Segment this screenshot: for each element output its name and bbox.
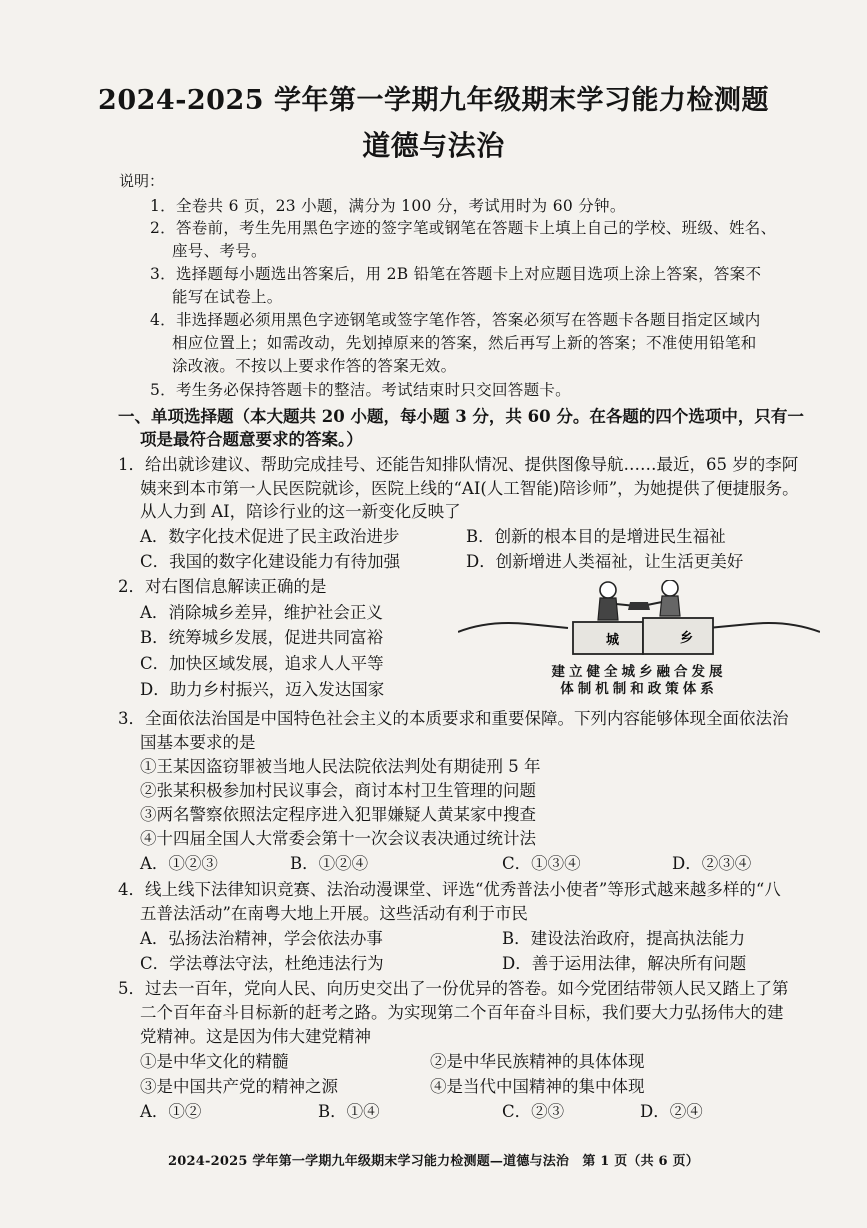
rural-label: 乡 bbox=[680, 631, 694, 646]
question-5-option-c: C．②③ bbox=[502, 1102, 565, 1121]
question-3-stem: 国基本要求的是 bbox=[140, 733, 256, 752]
question-1-stem: 姨来到本市第一人民医院就诊，医院上线的“AI(人工智能)陪诊师”，为她提供了便捷服务。 bbox=[140, 479, 799, 498]
notes-label: 说明： bbox=[119, 172, 165, 190]
question-3-stem: 3．全面依法治国是中国特色社会主义的本质要求和重要保障。下列内容能够体现全面依法治 bbox=[118, 709, 789, 728]
city-label: 城 bbox=[606, 633, 620, 648]
question-5-statement-2: ②是中华民族精神的具体体现 bbox=[430, 1052, 645, 1071]
question-3-statement: ①王某因盗窃罪被当地人民法院依法判处有期徒刑 5 年 bbox=[140, 757, 541, 776]
question-3-statement: ③两名警察依照法定程序进入犯罪嫌疑人黄某家中搜查 bbox=[140, 805, 536, 824]
question-3-option-a: A．①②③ bbox=[140, 854, 218, 873]
exam-subject: 道德与法治 bbox=[362, 129, 505, 162]
question-4-option-b: B．建设法治政府，提高执法能力 bbox=[502, 929, 746, 948]
note-line: 涂改液。不按以上要求作答的答案无效。 bbox=[172, 357, 457, 375]
question-5-statement-4: ④是当代中国精神的集中体现 bbox=[430, 1077, 645, 1096]
question-4-option-c: C．学法尊法守法，杜绝违法行为 bbox=[140, 954, 384, 973]
question-3-option-d: D．②③④ bbox=[672, 854, 752, 873]
note-line: 5．考生务必保持答题卡的整洁。考试结束时只交回答题卡。 bbox=[150, 381, 571, 399]
note-line: 座号、考号。 bbox=[172, 242, 267, 260]
illustration-caption-line1: 建立健全城乡融合发展 bbox=[551, 664, 727, 680]
note-line: 1．全卷共 6 页，23 小题，满分为 100 分，考试用时为 60 分钟。 bbox=[150, 197, 626, 215]
question-5-stem: 5．过去一百年，党向人民、向历史交出了一份优异的答卷。如今党团结带领人民又踏上了第 bbox=[118, 979, 789, 998]
question-1-stem: 从人力到 AI，陪诊行业的这一新变化反映了 bbox=[140, 502, 461, 521]
question-3-statement: ②张某积极参加村民议事会，商讨本村卫生管理的问题 bbox=[140, 781, 536, 800]
urban-rural-illustration bbox=[458, 580, 820, 697]
question-3-option-b: B．①②④ bbox=[290, 854, 369, 873]
question-5-stem: 党精神。这是因为伟大建党精神 bbox=[140, 1027, 371, 1046]
question-5-stem: 二个百年奋斗目标新的赶考之路。为实现第二个百年奋斗目标，我们要大力弘扬伟大的建 bbox=[140, 1003, 784, 1022]
question-4-option-a: A．弘扬法治精神，学会依法办事 bbox=[140, 929, 383, 948]
question-4-stem: 五普法活动”在南粤大地上开展。这些活动有利于市民 bbox=[140, 904, 528, 923]
question-5-option-a: A．①② bbox=[140, 1102, 202, 1121]
question-1-option-d: D．创新增进人类福祉，让生活更美好 bbox=[466, 552, 744, 571]
question-5-option-b: B．①④ bbox=[318, 1102, 380, 1121]
rural-block bbox=[643, 618, 713, 654]
illustration-caption-line2: 体制机制和政策体系 bbox=[560, 681, 718, 697]
handshake-figures-image bbox=[458, 580, 820, 658]
note-line: 2．答卷前，考生先用黑色字迹的签字笔或钢笔在答题卡上填上自己的学校、班级、姓名、 bbox=[150, 219, 777, 237]
question-4-stem: 4．线上线下法律知识竞赛、法治动漫课堂、评选“优秀普法小使者”等形式越来越多样的“八 bbox=[118, 880, 781, 899]
question-4-option-d: D．善于运用法律，解决所有问题 bbox=[502, 954, 747, 973]
question-1-option-b: B．创新的根本目的是增进民生福祉 bbox=[466, 527, 726, 546]
question-3-statement: ④十四届全国人大常委会第十一次会议表决通过统计法 bbox=[140, 829, 536, 848]
question-2-option-c: C．加快区域发展，追求人人平等 bbox=[140, 654, 384, 673]
question-1-stem: 1．给出就诊建议、帮助完成挂号、还能告知排队情况、提供图像导航……最近，65 岁的李阿 bbox=[118, 455, 799, 474]
question-2-option-b: B．统筹城乡发展，促进共同富裕 bbox=[140, 628, 384, 647]
section-heading-cont: 项是最符合题意要求的答案。） bbox=[140, 430, 363, 449]
question-2-option-a: A．消除城乡差异，维护社会正义 bbox=[140, 603, 383, 622]
section-heading: 一、单项选择题（本大题共 20 小题，每小题 3 分，共 60 分。在各题的四个选项中，只有一 bbox=[118, 407, 804, 426]
question-2-option-d: D．助力乡村振兴，迈入发达国家 bbox=[140, 680, 385, 699]
exam-title: 2024-2025 学年第一学期九年级期末学习能力检测题 bbox=[98, 85, 769, 116]
question-3-option-c: C．①③④ bbox=[502, 854, 581, 873]
note-line: 能写在试卷上。 bbox=[172, 288, 283, 306]
question-2-stem: 2．对右图信息解读正确的是 bbox=[118, 577, 327, 596]
note-line: 3．选择题每小题选出答案后，用 2B 铅笔在答题卡上对应题目选项上涂上答案，答案不 bbox=[150, 265, 762, 283]
question-5-statement-3: ③是中国共产党的精神之源 bbox=[140, 1077, 338, 1096]
note-line: 相应位置上；如需改动，先划掉原来的答案，然后再写上新的答案；不准使用铅笔和 bbox=[172, 334, 757, 352]
question-5-option-d: D．②④ bbox=[640, 1102, 703, 1121]
question-1-option-a: A．数字化技术促进了民主政治进步 bbox=[140, 527, 400, 546]
note-line: 4．非选择题必须用黑色字迹钢笔或签字笔作答，答案必须写在答题卡各题目指定区域内 bbox=[150, 311, 761, 329]
question-1-option-c: C．我国的数字化建设能力有待加强 bbox=[140, 552, 401, 571]
question-5-statement-1: ①是中华文化的精髓 bbox=[140, 1052, 289, 1071]
page-footer: 2024-2025 学年第一学期九年级期末学习能力检测题—道德与法治 第 1 页（共 6 页） bbox=[168, 1154, 699, 1169]
